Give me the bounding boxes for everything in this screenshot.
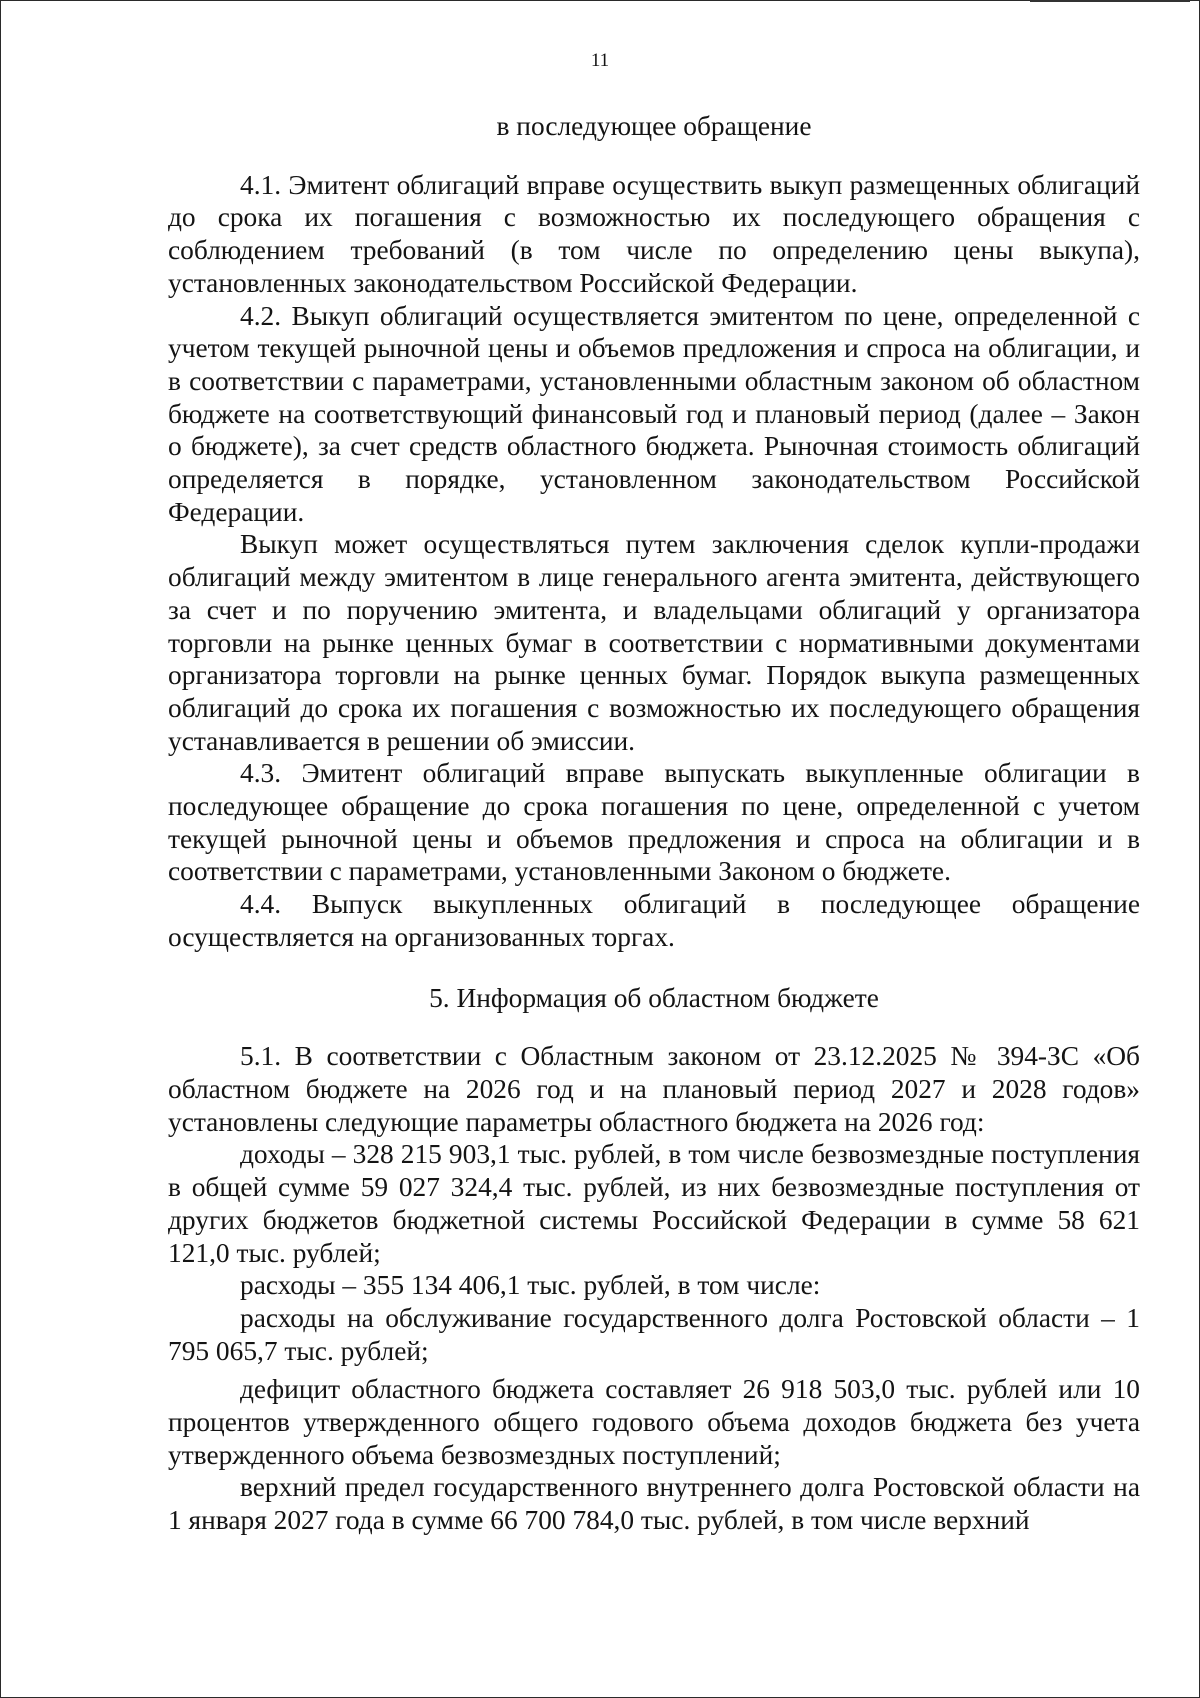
paragraph-4-4: 4.4. Выпуск выкупленных облигаций в последующее обращение осуществляется на организованных торгах. bbox=[168, 889, 1140, 952]
paragraph-4-1: 4.1. Эмитент облигаций вправе осуществить выкуп размещенных облигаций до срока их погашения с возможностью их последующего обращения с соблюдением требований (в том числе по определению цены выкупа), установленных законодательством Российской Федерации. bbox=[168, 169, 1140, 298]
paragraph-deficit: дефицит областного бюджета составляет 26 918 503,0 тыс. рублей или 10 процентов утвержденного общего годового объема доходов бюджета без учета утвержденного объема безвозмездных поступлений; bbox=[168, 1374, 1140, 1470]
section-5-title: 5. Информация об областном бюджете bbox=[429, 982, 879, 1013]
paragraph-debt-service: расходы на обслуживание государственного долга Ростовской области – 1 795 065,7 тыс. рублей; bbox=[168, 1302, 1140, 1366]
section-heading: в последующее обращение bbox=[496, 111, 812, 141]
scan-edge-mark bbox=[1030, 0, 1190, 2]
paragraph-revenues: доходы – 328 215 903,1 тыс. рублей, в том числе безвозмездные поступления в общей сумме 59 027 324,4 тыс. рублей, из них безвозмездные поступления от других бюджетов бюджетной системы Российской Федерации в сумме 58 621 121,0 тыс. рублей; bbox=[168, 1139, 1140, 1268]
paragraph-debt-limit: верхний предел государственного внутреннего долга Ростовской области на 1 января 2027 года в сумме 66 700 784,0 тыс. рублей, в том числе верхний bbox=[168, 1472, 1140, 1536]
paragraph-4-3: 4.3. Эмитент облигаций вправе выпускать выкупленные облигации в последующее обращение до срока погашения по цене, определенной с учетом текущей рыночной цены и объемов предложения и спроса на облигации и в соответствии с параметрами, установленными Законом о бюджете. bbox=[168, 758, 1140, 887]
document-body bbox=[168, 110, 1140, 1537]
paragraph-buyback: Выкуп может осуществляться путем заключения сделок купли-продажи облигаций между эмитентом в лице генерального агента эмитента, действующего за счет и по поручению эмитента, и владельцами облигаций у организатора торговли на рынке ценных бумаг в соответствии с нормативными документами организатора торговли на рынке ценных бумаг. Порядок выкупа размещенных облигаций до срока их погашения с возможностью их последующего обращения устанавливается в решении об эмиссии. bbox=[168, 529, 1140, 756]
paragraph-5-1: 5.1. В соответствии с Областным законом от 23.12.2025 № 394-ЗС «Об областном бюджете на 2026 год и на плановый период 2027 и 2028 годов» установлены следующие параметры областного бюджета на 2026 год: bbox=[168, 1041, 1140, 1137]
paragraph-expenses: расходы – 355 134 406,1 тыс. рублей, в том числе: bbox=[240, 1270, 821, 1301]
page-number: 11 bbox=[590, 50, 610, 71]
paragraph-4-2: 4.2. Выкуп облигаций осуществляется эмитентом по цене, определенной с учетом текущей рыночной цены и объемов предложения и спроса на облигации, и в соответствии с параметрами, установленными областным законом об областном бюджете на соответствующий финансовый год и плановый период (далее – Закон о бюджете), за счет средств областного бюджета. Рыночная стоимость облигаций определяется в порядке, установленном законодательством Российской Федерации. bbox=[168, 300, 1140, 527]
